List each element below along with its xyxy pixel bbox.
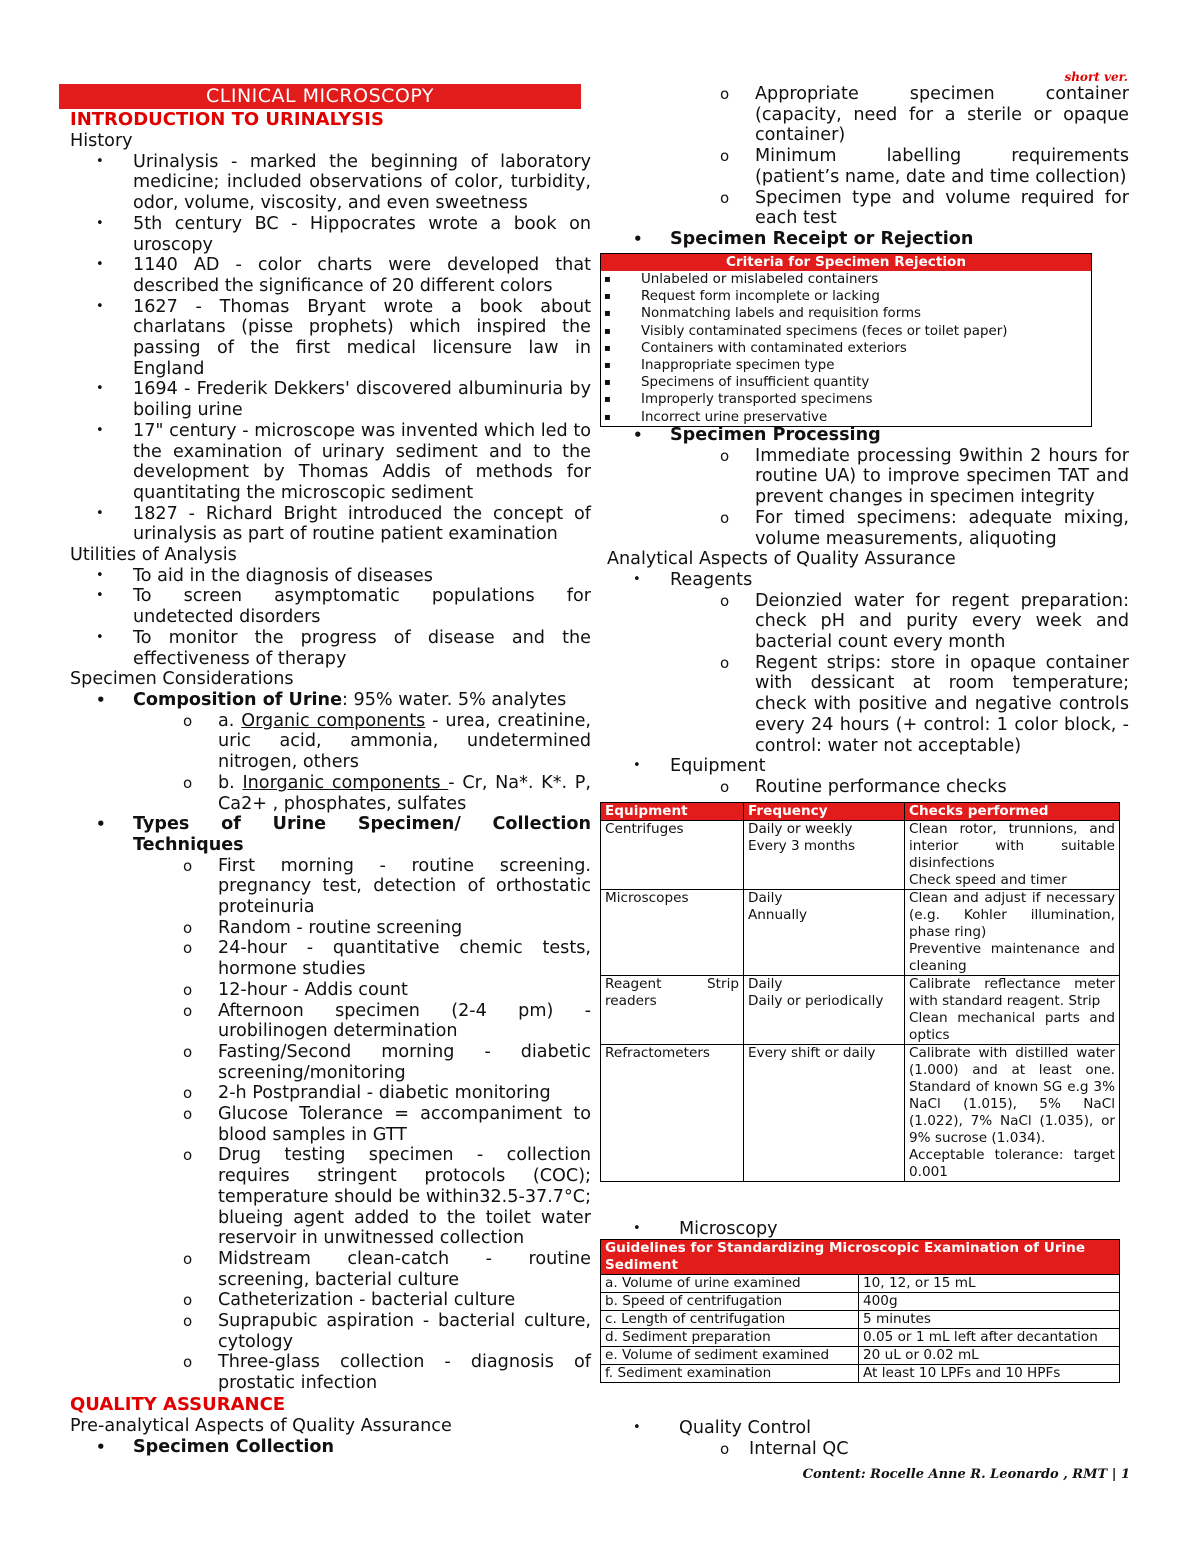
equipment-label: • Equipment [607,756,1129,777]
processing-item: o Immediate processing 9within 2 hours for routine UA) to improve specimen TAT and prevent changes in specimen integrity [607,446,1129,508]
inorganic-item [70,773,591,814]
guideline-value-cell: 20 uL or 0.02 mL [859,1347,1120,1365]
right-column [607,84,1129,250]
processing-list [607,425,1129,549]
routine-checks-label: o Routine performance checks [607,777,1129,798]
type-item: o Random - routine screening [70,918,591,939]
rejection-table-header: Criteria for Specimen Rejection [601,254,1092,272]
inorganic-prefix: b. [218,772,243,793]
collection-item: o Appropriate specimen container (capacity, need for a sterile or opaque container) [607,84,1129,146]
history-list [70,152,591,545]
collection-items [607,84,1129,250]
microscopy-row [601,1293,1120,1311]
type-item: o Glucose Tolerance = accompaniment to blood samples in GTT [70,1104,591,1145]
equipment-cell: Centrifuges [601,821,744,890]
type-item: o First morning - routine screening. pregnancy test, detection of orthostatic proteinuria [70,856,591,918]
checks-cell: Clean rotor, trunnions, and interior with suitable disinfections Check speed and timer [905,821,1120,890]
guideline-value-cell: 10, 12, or 15 mL [859,1275,1120,1293]
intro-heading: INTRODUCTION TO URINALYSIS [70,109,384,130]
rejection-item: ▪ Inappropriate specimen type [601,357,1092,374]
rejection-item: ▪ Request form incomplete or lacking [601,288,1092,305]
microscopy-row [601,1311,1120,1329]
microscopy-row [601,1347,1120,1365]
rejection-item: ▪ Specimens of insufficient quantity [601,374,1092,391]
frequency-cell: Daily Annually [744,890,905,976]
frequency-col-header: Frequency [744,803,905,821]
guideline-value-cell: 400g [859,1293,1120,1311]
short-version-label: short ver. [1064,70,1128,84]
internal-qc-item: o Internal QC [607,1439,1129,1460]
type-item: o Afternoon specimen (2-4 pm) - urobilinogen determination [70,1001,591,1042]
rejection-item: ▪ Improperly transported specimens [601,391,1092,408]
guideline-cell: b. Speed of centrifugation [601,1293,859,1311]
checks-col-header: Checks performed [905,803,1120,821]
reagent-item: o Regent strips: store in opaque container with dessicant at room temperature; check with positive and negative controls every 24 hours (+ control: 1 color block, - control: water not acceptable) [607,653,1129,757]
equipment-row [601,1045,1120,1182]
reagent-item: o Deionzied water for regent preparation: check pH and purity every week and bacterial count every month [607,591,1129,653]
frequency-cell: Daily or weekly Every 3 months [744,821,905,890]
history-item: • Urinalysis - marked the beginning of laboratory medicine; included observations of color, turbidity, odor, volume, viscosity, and even sweetness [70,152,591,214]
specimen-list [70,690,591,1394]
analytical-label: Analytical Aspects of Quality Assurance [607,549,956,570]
equipment-row [601,976,1120,1045]
qc-list [607,1418,1129,1459]
organic-text: - urea, creatinine, uric acid, ammonia, undetermined nitrogen, others [218,710,591,773]
rejection-item: ▪ Containers with contaminated exteriors [601,340,1092,357]
guideline-cell: e. Volume of sediment examined [601,1347,859,1365]
type-item: o 24-hour - quantitative chemic tests, hormone studies [70,938,591,979]
equipment-cell: Refractometers [601,1045,744,1182]
equipment-row [601,890,1120,976]
rejection-table [600,253,1092,427]
guideline-value-cell: 0.05 or 1 mL left after decantation [859,1329,1120,1347]
type-item: o 12-hour - Addis count [70,980,591,1001]
collection-item: o Minimum labelling requirements (patient’s name, date and time collection) [607,146,1129,187]
page-title: CLINICAL MICROSCOPY [59,84,581,109]
history-item: • 1140 AD - color charts were developed that described the significance of 20 different colors [70,255,591,296]
checks-cell: Calibrate with distilled water (1.000) and at least one. Standard of known SG e.g 3% NaCl (1.015), 5% NaCl (1.022), 7% NaCl (1.035), or 9% sucrose (1.034). Acceptable tolerance: target 0.001 [905,1045,1120,1182]
history-label: History [70,131,133,151]
composition-text: : 95% water. 5% analytes [342,689,567,710]
microscopy-row [601,1275,1120,1293]
composition-label: Composition of Urine [133,689,343,710]
equipment-cell: Microscopes [601,890,744,976]
history-item: • 1694 - Frederik Dekkers' discovered albuminuria by boiling urine [70,379,591,420]
right-column-bottom [607,1418,1129,1459]
specimen-considerations-label: Specimen Considerations [70,669,294,690]
type-item: o Catheterization - bacterial culture [70,1290,591,1311]
microscopy-row [601,1329,1120,1347]
right-column-lower [607,1219,1129,1240]
guideline-value-cell: At least 10 LPFs and 10 HPFs [859,1365,1120,1383]
history-item: • 1627 - Thomas Bryant wrote a book about charlatans (pisse prophets) which inspired the passing of the first medical licensure law in England [70,297,591,380]
guideline-value-cell: 5 minutes [859,1311,1120,1329]
utilities-list [70,566,591,670]
footer-credit: Content: Rocelle Anne R. Leonardo , RMT | 1 [802,1467,1130,1482]
guideline-cell: f. Sediment examination [601,1365,859,1383]
microscopy-table [600,1239,1120,1383]
equipment-table [600,802,1120,1182]
rejection-item: ▪ Unlabeled or mislabeled containers [601,271,1092,288]
reagents-label: • Reagents [607,570,1129,591]
organic-label: Organic components [241,710,426,731]
utility-item: • To screen asymptomatic populations for undetected disorders [70,586,591,627]
equipment-cell: Reagent Strip readers [601,976,744,1045]
rejection-item: ▪ Incorrect urine preservative [601,409,1092,427]
utility-item: • To aid in the diagnosis of diseases [70,566,591,587]
processing-label: • Specimen Processing [607,425,1129,446]
processing-item: o For timed specimens: adequate mixing, volume measurements, aliquoting [607,508,1129,549]
type-item: o Suprapubic aspiration - bacterial culture, cytology [70,1311,591,1352]
microscopy-label: • Microscopy [607,1219,1129,1240]
checks-cell: Clean and adjust if necessary (e.g. Kohler illumination, phase ring) Preventive maintenance and cleaning [905,890,1120,976]
reagents-list [607,570,1129,798]
qa-heading: QUALITY ASSURANCE [70,1393,286,1415]
type-item: o Three-glass collection - diagnosis of prostatic infection [70,1352,591,1393]
collection-list [70,1437,591,1458]
receipt-label: • Specimen Receipt or Rejection [607,229,1129,250]
equipment-col-header: Equipment [601,803,744,821]
composition-item [70,690,591,711]
equipment-row [601,821,1120,890]
left-column [70,84,591,1457]
pre-analytical-label: Pre-analytical Aspects of Quality Assurance [70,1415,452,1436]
guideline-cell: c. Length of centrifugation [601,1311,859,1329]
type-item: o Drug testing specimen - collection requires stringent protocols (COC); temperature should be within32.5-37.7°C; blueing agent added to the toilet water reservoir in unwitnessed collection [70,1145,591,1249]
history-item: • 17" century - microscope was invented which led to the examination of urinary sediment and to the development by Thomas Addis of methods for quantitating the microscopic sediment [70,421,591,504]
collection-item: o Specimen type and volume required for each test [607,188,1129,229]
history-item: • 5th century BC - Hippocrates wrote a book on uroscopy [70,214,591,255]
inorganic-text: - Cr, Na*. K*. P, Ca2+ , phosphates, sulfates [218,772,591,814]
microscopy-table-header: Guidelines for Standardizing Microscopic Examination of Urine Sediment [601,1240,1120,1275]
microscopy-list [607,1219,1129,1240]
right-column-middle [607,425,1129,798]
frequency-cell: Every shift or daily [744,1045,905,1182]
inorganic-label: Inorganic components [242,772,449,793]
rejection-item: ▪ Visibly contaminated specimens (feces or toilet paper) [601,323,1092,340]
organic-item [70,711,591,773]
rejection-item: ▪ Nonmatching labels and requisition forms [601,305,1092,322]
history-item: • 1827 - Richard Bright introduced the concept of urinalysis as part of routine patient examination [70,504,591,545]
type-item: o Fasting/Second morning - diabetic screening/monitoring [70,1042,591,1083]
utilities-label: Utilities of Analysis [70,545,237,566]
type-item: o 2-h Postprandial - diabetic monitoring [70,1083,591,1104]
utility-item: • To monitor the progress of disease and the effectiveness of therapy [70,628,591,669]
frequency-cell: Daily Daily or periodically [744,976,905,1045]
guideline-cell: d. Sediment preparation [601,1329,859,1347]
guideline-cell: a. Volume of urine examined [601,1275,859,1293]
types-label: • Types of Urine Specimen/ Collection Techniques [70,814,591,855]
microscopy-row [601,1365,1120,1383]
specimen-collection-label: • Specimen Collection [70,1437,591,1458]
quality-control-label: • Quality Control [607,1418,1129,1439]
organic-prefix: a. [218,710,242,731]
type-item: o Midstream clean-catch - routine screening, bacterial culture [70,1249,591,1290]
checks-cell: Calibrate reflectance meter with standard reagent. Strip Clean mechanical parts and optics [905,976,1120,1045]
